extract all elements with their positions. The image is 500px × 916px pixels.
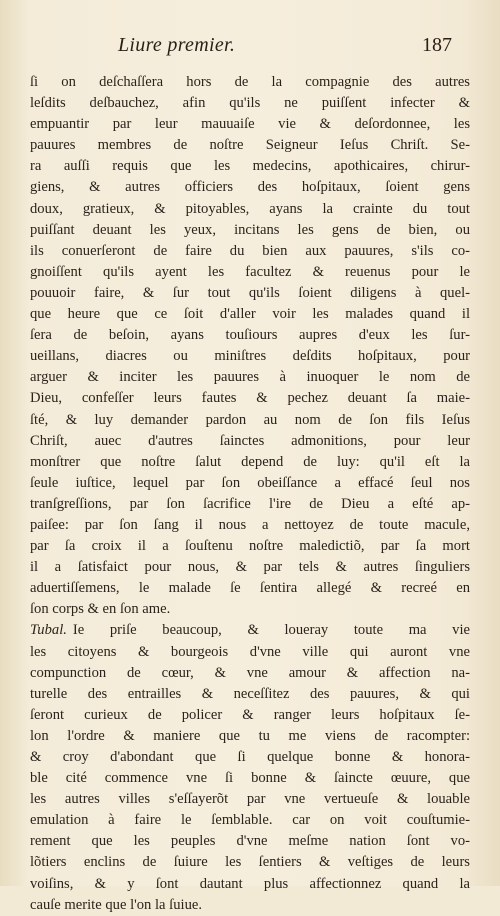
text-line: rement que les peuples d'vne meſme nation ſont vo- (30, 833, 470, 850)
text-line: puiſſant deuant les yeux, incitans les gens de bien, ou (30, 221, 470, 238)
text-line: voiſins, & y ſont dautant plus affectionnez quand la (30, 875, 470, 892)
text-line: doux, gratieux, & pitoyables, ayans la crainte du tout (30, 200, 470, 217)
text-line: pouuoir faire, & ſur tout qu'ils ſoient diligens à quel- (30, 284, 470, 301)
text-line: giens, & autres officiers des hoſpitaux, ſoient gens (30, 179, 470, 196)
paragraph-2 (30, 620, 470, 915)
text-line: ſi on deſchaſſera hors de la compagnie des autres (30, 74, 470, 90)
text-line: tranſgreſſions, par ſon ſacrifice l'ire de Dieu a eſté ap- (30, 495, 470, 512)
speaker-name: Tubal. (30, 622, 67, 639)
text-line: turelle des entrailles & neceſſitez des pauures, & qui (30, 685, 470, 702)
text-line: empuantir par leur mauuaiſe vie & deſordonnee, les (30, 116, 470, 133)
text-line: ueillans, diacres ou miniſtres deſdits hoſpitaux, pour (30, 348, 470, 365)
text-line: arguer & inciter les pauures à inuoquer le nom de (30, 369, 470, 386)
text-line: lon l'ordre & maniere que tu me viens de racompter: (30, 727, 470, 744)
text-line: leſdits deſbauchez, afin qu'ils ne puiſſent infecter & (30, 95, 470, 112)
text-line: les citoyens & bourgeois d'vne ville qui auront vne (30, 643, 470, 660)
text-line: Dieu, confeſſer leurs fautes & pechez deuant ſa maie- (30, 390, 470, 407)
text-line: ſera de beſoin, ayans touſiours aupres d'eux les ſur- (30, 327, 470, 344)
text-line: il a ſatisfaict pour nous, & par tels & autres ſinguliers (30, 559, 470, 576)
page-number: 187 (422, 34, 452, 56)
text-line: par ſa croix il a ſouſtenu noſtre maledictiõ, par ſa mort (30, 538, 470, 555)
page-header (60, 30, 470, 66)
text-line: ſté, & luy demander pardon au nom de ſon fils Ieſus (30, 411, 470, 428)
text-line: ra auſſi requis que les medecins, apothicaires, chirur- (30, 158, 470, 175)
text-line: ſeront curieux de policer & ranger leurs hoſpitaux ſe- (30, 706, 470, 723)
text-line: ble cité commence vne ſi bonne & ſaincte œuure, que (30, 770, 470, 787)
paragraph-2-first-line (30, 620, 470, 641)
text-line: ſeule iuſtice, lequel par ſon obeiſſance a effacé ſeul nos (30, 474, 470, 491)
text-line: les autres villes s'eſſayerõt par vne vertueuſe & louable (30, 791, 470, 808)
text-line: aduertiſſemens, le malade ſe ſentira allegé & recreé en (30, 580, 470, 597)
text-line: que heure que ce ſoit d'aller voir les malades quand il (30, 306, 470, 323)
body-text (30, 72, 470, 916)
paragraph-1 (30, 72, 470, 620)
text-line: lõtiers enclins de ſuiure les ſentiers & veſtiges de leurs (30, 854, 470, 871)
text-line: ils conuerſeront de faire du bien aux pauures, s'ils co- (30, 242, 470, 259)
running-title: Liure premier. (118, 34, 236, 56)
first-line-text: Ie priſe beaucoup, & loueray toute ma vie (72, 622, 470, 639)
text-line: pauures membres de noſtre Seigneur Ieſus Chriſt. Se- (30, 137, 470, 154)
text-line: compunction de cœur, & vne amour & affection na- (30, 664, 470, 681)
text-line: ſon corps & en ſon ame. (30, 601, 171, 618)
text-line: emulation à faire le ſemblable. car on voit couſtumie- (30, 812, 470, 829)
text-line: gnoiſſent qu'ils ayent les facultez & reuenus pour le (30, 263, 470, 280)
text-line: Chriſt, auec d'autres ſainctes admonitions, pour leur (30, 432, 470, 449)
text-line: cauſe merite que l'on la ſuiue. (30, 896, 203, 913)
text-line: paiſee: par ſon ſang il nous a nettoyez de toute macule, (30, 516, 470, 533)
text-line: & croy d'abondant que ſi quelque bonne & honora- (30, 749, 470, 765)
text-line: monſtrer que noſtre ſalut depend de luy: qu'il eſt la (30, 453, 470, 470)
